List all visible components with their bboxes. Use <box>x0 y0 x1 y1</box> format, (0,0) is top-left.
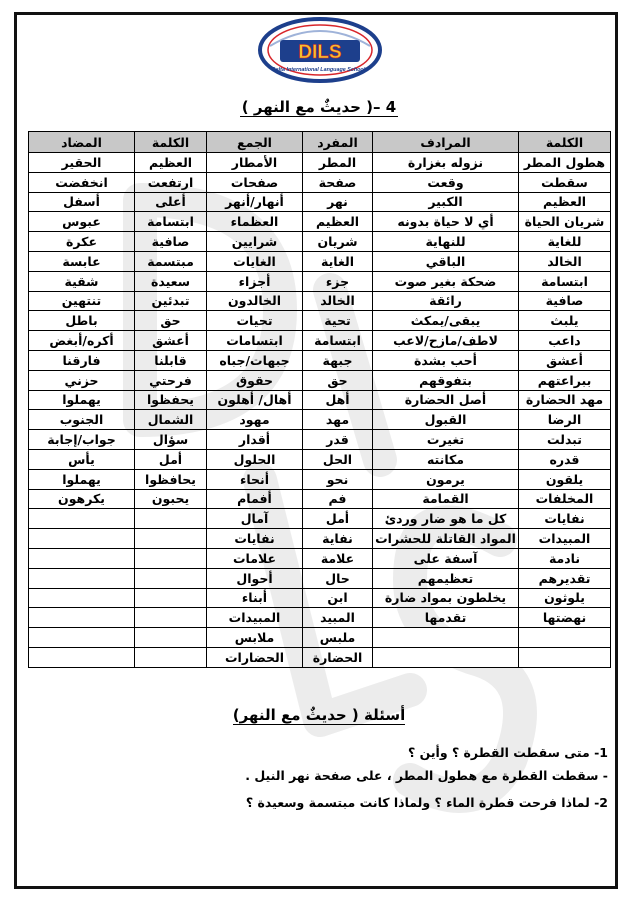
table-cell <box>29 568 135 588</box>
table-cell: ملابس <box>207 628 303 648</box>
table-row <box>29 350 611 370</box>
logo-tagline: Delta International Language Schools <box>271 67 369 73</box>
table-row <box>29 469 611 489</box>
logo-brand: DILS <box>298 42 342 63</box>
table-cell <box>29 529 135 549</box>
table-cell: الحضارة <box>303 647 373 667</box>
table-cell: صفحة <box>303 172 373 192</box>
table-cell: الحلول <box>207 449 303 469</box>
table-cell: مهد <box>303 410 373 430</box>
table-cell: تعظيمهم <box>373 568 519 588</box>
table-cell: المواد القاتلة للحشرات <box>373 529 519 549</box>
table-cell: مبتسمة <box>135 251 207 271</box>
table-cell: أصل الحضارة <box>373 390 519 410</box>
table-row <box>29 172 611 192</box>
table-cell: العظماء <box>207 212 303 232</box>
column-header: الجمع <box>207 132 303 153</box>
table-cell: أهل <box>303 390 373 410</box>
table-cell: العظيم <box>135 153 207 173</box>
table-cell: أنهار/أنهر <box>207 192 303 212</box>
table-row <box>29 390 611 410</box>
table-cell: نفاية <box>303 529 373 549</box>
table-row <box>29 271 611 291</box>
table-cell: قدر <box>303 430 373 450</box>
table-cell: حزني <box>29 370 135 390</box>
table-cell <box>29 608 135 628</box>
table-cell: أسفل <box>29 192 135 212</box>
table-cell: بتفوقهم <box>373 370 519 390</box>
table-cell: تحيات <box>207 311 303 331</box>
table-row <box>29 251 611 271</box>
column-header: المضاد <box>29 132 135 153</box>
table-cell: حق <box>303 370 373 390</box>
table-cell: كل ما هو ضار وردئ <box>373 509 519 529</box>
table-row <box>29 430 611 450</box>
table-cell: الحل <box>303 449 373 469</box>
table-cell: يحفظوا <box>135 390 207 410</box>
table-cell <box>29 548 135 568</box>
column-header: الكلمة <box>519 132 611 153</box>
table-cell: أهال/ أهلون <box>207 390 303 410</box>
table-cell: رائقة <box>373 291 519 311</box>
table-cell: يلقون <box>519 469 611 489</box>
table-cell: ابتسامة <box>303 331 373 351</box>
table-cell: يلوثون <box>519 588 611 608</box>
table-cell: الغاية <box>303 251 373 271</box>
table-cell: وقعت <box>373 172 519 192</box>
vocabulary-table <box>28 131 611 668</box>
table-cell: ابتسامة <box>519 271 611 291</box>
table-cell: الباقي <box>373 251 519 271</box>
table-row <box>29 588 611 608</box>
table-cell: يلبث <box>519 311 611 331</box>
table-cell <box>519 647 611 667</box>
table-cell: سؤال <box>135 430 207 450</box>
table-cell: عابسة <box>29 251 135 271</box>
table-cell: عكرة <box>29 232 135 252</box>
table-cell: آمال <box>207 509 303 529</box>
table-cell: العظيم <box>303 212 373 232</box>
table-cell: أكره/أبغض <box>29 331 135 351</box>
table-cell: باطل <box>29 311 135 331</box>
table-cell: مهود <box>207 410 303 430</box>
table-cell: جبهة <box>303 350 373 370</box>
table-cell: للغاية <box>519 232 611 252</box>
table-cell: عبوس <box>29 212 135 232</box>
table-cell: يحبون <box>135 489 207 509</box>
table-cell: علامة <box>303 548 373 568</box>
table-cell <box>29 647 135 667</box>
table-cell: نادمة <box>519 548 611 568</box>
table-row <box>29 529 611 549</box>
table-cell: المبيدات <box>519 529 611 549</box>
table-cell: علامات <box>207 548 303 568</box>
table-row <box>29 212 611 232</box>
table-cell: نحو <box>303 469 373 489</box>
table-cell: صافية <box>135 232 207 252</box>
table-cell: مكانته <box>373 449 519 469</box>
table-row <box>29 548 611 568</box>
table-cell: يهملوا <box>29 469 135 489</box>
table-cell: تنتهين <box>29 291 135 311</box>
table-row <box>29 153 611 173</box>
table-cell: سقطت <box>519 172 611 192</box>
table-cell: جبهات/جباه <box>207 350 303 370</box>
table-cell: حقوق <box>207 370 303 390</box>
table-cell: الخالدون <box>207 291 303 311</box>
table-cell: الكبير <box>373 192 519 212</box>
table-cell: قابلنا <box>135 350 207 370</box>
table-cell: المبيدات <box>207 608 303 628</box>
table-cell <box>135 529 207 549</box>
table-cell: شرايين <box>207 232 303 252</box>
table-cell <box>29 588 135 608</box>
table-row <box>29 489 611 509</box>
table-cell: تبدلت <box>519 430 611 450</box>
table-cell: آسفة على <box>373 548 519 568</box>
table-cell: هطول المطر <box>519 153 611 173</box>
table-cell <box>135 628 207 648</box>
table-cell: يأس <box>29 449 135 469</box>
table-cell: حق <box>135 311 207 331</box>
question-2: 2- لماذا فرحت قطرة الماء ؟ ولماذا كانت مبتسمة وسعيدة ؟ <box>245 795 608 810</box>
table-cell: المطر <box>303 153 373 173</box>
table-cell: أنحاء <box>207 469 303 489</box>
table-cell: يخلطون بمواد ضارة <box>373 588 519 608</box>
table-cell: شريان <box>303 232 373 252</box>
answer-1: - سقطت القطرة مع هطول المطر ، على صفحة نهر النيل . <box>245 768 608 783</box>
column-header: الكلمة <box>135 132 207 153</box>
table-cell: ابتسامات <box>207 331 303 351</box>
table-cell: صافية <box>519 291 611 311</box>
table-cell: قدره <box>519 449 611 469</box>
table-cell: يحافظوا <box>135 469 207 489</box>
table-cell <box>373 647 519 667</box>
table-cell <box>135 608 207 628</box>
table-cell: مهد الحضارة <box>519 390 611 410</box>
table-cell: تقديرهم <box>519 568 611 588</box>
question-1: 1- متى سقطت القطرة ؟ وأين ؟ <box>408 745 608 760</box>
table-row <box>29 311 611 331</box>
table-cell: أمل <box>135 449 207 469</box>
table-cell: تبدئين <box>135 291 207 311</box>
table-row <box>29 568 611 588</box>
table-cell: فارقنا <box>29 350 135 370</box>
table-cell: نفايات <box>519 509 611 529</box>
table-cell: جزء <box>303 271 373 291</box>
table-row <box>29 449 611 469</box>
table-row <box>29 628 611 648</box>
table-cell: ابن <box>303 588 373 608</box>
questions-title-text: أسئلة ( حديثٌ مع النهر) <box>232 706 406 724</box>
table-cell: يبقى/يمكث <box>373 311 519 331</box>
lesson-title-text: 4 –( حديثٌ مع النهر ) <box>241 98 397 116</box>
table-cell: ابتسامة <box>135 212 207 232</box>
table-cell: سعيدة <box>135 271 207 291</box>
table-cell: ملبس <box>303 628 373 648</box>
table-cell: أعشق <box>135 331 207 351</box>
table-cell: تقدمها <box>373 608 519 628</box>
table-cell: القبول <box>373 410 519 430</box>
table-cell: ضحكة بغير صوت <box>373 271 519 291</box>
table-cell: يرمون <box>373 469 519 489</box>
table-cell: الخالد <box>303 291 373 311</box>
table-cell: جواب/إجابة <box>29 430 135 450</box>
table-cell: العظيم <box>519 192 611 212</box>
table-cell: أعلى <box>135 192 207 212</box>
table-cell <box>135 568 207 588</box>
table-cell: أعشق <box>519 350 611 370</box>
table-cell: أفمام <box>207 489 303 509</box>
table-cell <box>135 509 207 529</box>
lesson-title <box>0 98 638 116</box>
table-row <box>29 410 611 430</box>
table-cell: أحوال <box>207 568 303 588</box>
table-cell <box>29 509 135 529</box>
table-cell: المبيد <box>303 608 373 628</box>
table-cell: الشمال <box>135 410 207 430</box>
table-row <box>29 232 611 252</box>
table-cell: نفايات <box>207 529 303 549</box>
table-row <box>29 291 611 311</box>
table-cell: تغيرت <box>373 430 519 450</box>
table-cell: ارتفعت <box>135 172 207 192</box>
table-cell: فم <box>303 489 373 509</box>
table-cell: صفحات <box>207 172 303 192</box>
table-cell <box>135 548 207 568</box>
table-cell: المخلفات <box>519 489 611 509</box>
table-cell: أبناء <box>207 588 303 608</box>
table-cell: نزوله بغزارة <box>373 153 519 173</box>
questions-title <box>0 706 638 724</box>
table-cell <box>135 588 207 608</box>
table-cell: الغايات <box>207 251 303 271</box>
table-header-row <box>29 132 611 153</box>
table-row <box>29 331 611 351</box>
table-cell: أحب بشدة <box>373 350 519 370</box>
table-cell: الأمطار <box>207 153 303 173</box>
table-cell: يكرهون <box>29 489 135 509</box>
table-cell: يهملوا <box>29 390 135 410</box>
table-cell: الجنوب <box>29 410 135 430</box>
table-row <box>29 192 611 212</box>
table-cell: شقية <box>29 271 135 291</box>
dils-logo <box>256 16 384 84</box>
table-cell: فرحتي <box>135 370 207 390</box>
table-row <box>29 509 611 529</box>
table-cell <box>135 647 207 667</box>
table-cell: القمامة <box>373 489 519 509</box>
table-row <box>29 647 611 667</box>
table-cell: لاطف/مازح/لاعب <box>373 331 519 351</box>
table-cell <box>519 628 611 648</box>
table-cell: أمل <box>303 509 373 529</box>
table-cell: حال <box>303 568 373 588</box>
table-cell: الخالد <box>519 251 611 271</box>
table-cell: داعب <box>519 331 611 351</box>
table-row <box>29 608 611 628</box>
column-header: المفرد <box>303 132 373 153</box>
table-row <box>29 370 611 390</box>
table-cell: الحضارات <box>207 647 303 667</box>
table-cell: الرضا <box>519 410 611 430</box>
table-cell: أجزاء <box>207 271 303 291</box>
table-cell: ببراعتهم <box>519 370 611 390</box>
table-cell <box>373 628 519 648</box>
table-cell <box>29 628 135 648</box>
table-cell: تحية <box>303 311 373 331</box>
table-cell: شريان الحياة <box>519 212 611 232</box>
table-body <box>29 153 611 668</box>
column-header: المرادف <box>373 132 519 153</box>
table-cell: أي لا حياة بدونه <box>373 212 519 232</box>
table-cell: للنهاية <box>373 232 519 252</box>
table-cell: نهضتها <box>519 608 611 628</box>
table-cell: أقدار <box>207 430 303 450</box>
table-cell: نهر <box>303 192 373 212</box>
table-cell: الحقير <box>29 153 135 173</box>
table-cell: انخفضت <box>29 172 135 192</box>
